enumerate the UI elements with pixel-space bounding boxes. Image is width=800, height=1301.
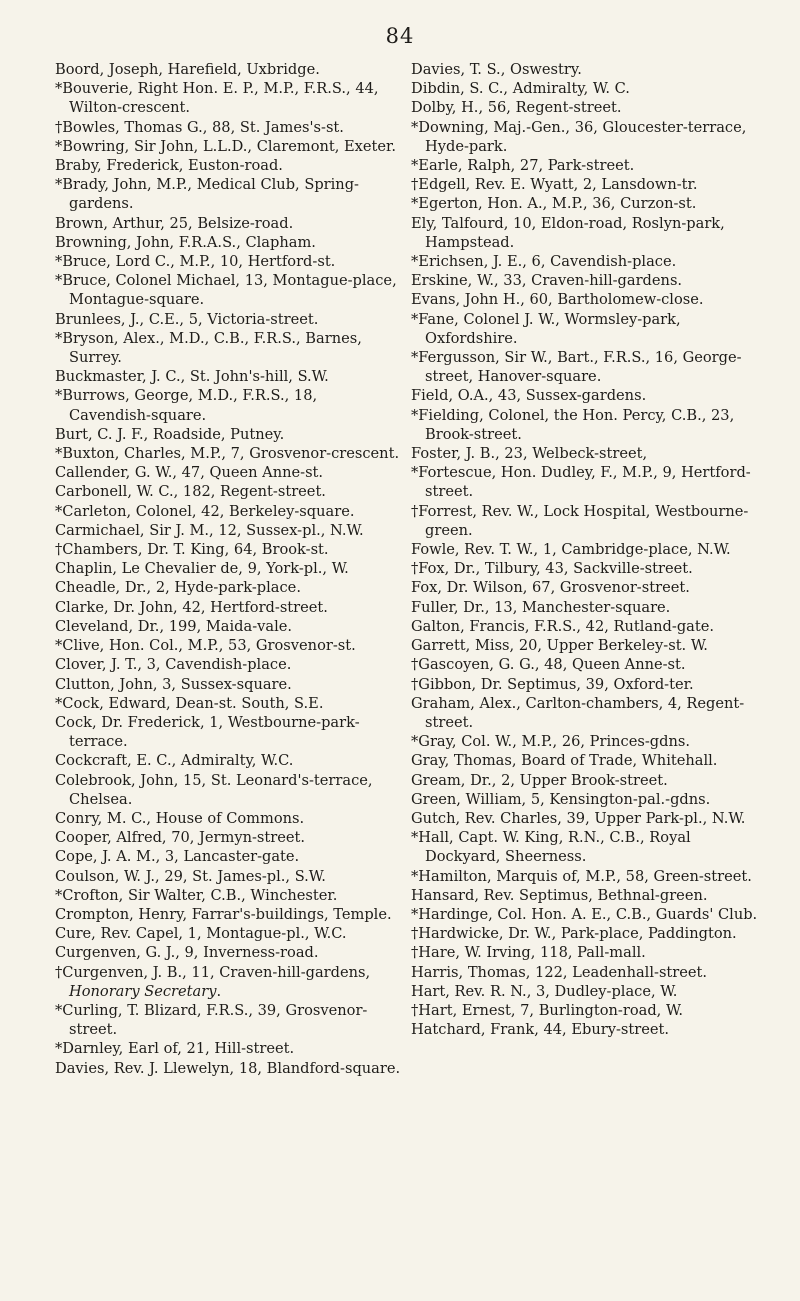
- list-entry: [55, 329, 403, 367]
- list-entry: [55, 137, 403, 156]
- list-entry: [55, 559, 403, 578]
- entry-text: *Bryson, Alex., M.D., C.B., F.R.S., Barnes, Surrey.: [55, 329, 362, 367]
- entry-text: Dibdin, S. C., Admiralty, W. C.: [411, 80, 630, 98]
- entry-text: Fowle, Rev. T. W., 1, Cambridge-place, N.W.: [411, 541, 731, 559]
- list-entry: [411, 771, 759, 790]
- list-entry: [55, 847, 403, 866]
- entry-text: †Hart, Ernest, 7, Burlington-road, W.: [411, 1001, 684, 1019]
- entry-text: Crompton, Henry, Farrar's-buildings, Temple.: [55, 905, 392, 923]
- list-entry: [55, 655, 403, 674]
- entry-text: *Bruce, Lord C., M.P., 10, Hertford-st.: [55, 253, 336, 271]
- list-entry: [55, 60, 403, 79]
- entry-text: *Hardinge, Col. Hon. A. E., C.B., Guards' Club.: [411, 905, 758, 923]
- list-entry: [55, 1059, 403, 1078]
- entry-text: *Hamilton, Marquis of, M.P., 58, Green-street.: [411, 867, 752, 885]
- list-entry: [411, 905, 759, 924]
- left-column: [55, 60, 403, 1078]
- list-entry: [411, 809, 759, 828]
- entry-text: *Bruce, Colonel Michael, 13, Montague-place, Montague-square.: [55, 272, 397, 309]
- list-entry: [55, 79, 403, 117]
- list-entry: [55, 617, 403, 636]
- entry-text: Garrett, Miss, 20, Upper Berkeley-st. W.: [411, 637, 708, 655]
- entry-text: Hart, Rev. R. N., 3, Dudley-place, W.: [411, 982, 678, 1000]
- entry-text: Cooper, Alfred, 70, Jermyn-street.: [55, 829, 306, 847]
- entry-text: Browning, John, F.R.A.S., Clapham.: [55, 233, 316, 251]
- entry-text: Callender, G. W., 47, Queen Anne-st.: [55, 464, 324, 482]
- entry-text: *Earle, Ralph, 27, Park-street.: [411, 157, 635, 175]
- list-entry: [55, 444, 403, 463]
- list-entry: [411, 559, 759, 578]
- list-entry: [411, 1001, 759, 1020]
- entry-text: Harris, Thomas, 122, Leadenhall-street.: [411, 963, 708, 981]
- list-entry: [411, 655, 759, 674]
- list-entry: [55, 1039, 403, 1058]
- list-entry: [55, 905, 403, 924]
- list-entry: [411, 156, 759, 175]
- list-entry: [55, 463, 403, 482]
- entry-text: Gutch, Rev. Charles, 39, Upper Park-pl., N.W.: [411, 809, 746, 827]
- entry-text: Clarke, Dr. John, 42, Hertford-street.: [55, 598, 328, 616]
- entry-text: Braby, Frederick, Euston-road.: [55, 157, 283, 175]
- entry-text: *Bowring, Sir John, L.L.D., Claremont, Exeter.: [55, 137, 397, 155]
- entry-text: *Fane, Colonel J. W., Wormsley-park, Oxfordshire.: [411, 310, 681, 347]
- list-entry: [411, 943, 759, 962]
- entry-text: Fox, Dr. Wilson, 67, Grosvenor-street.: [411, 579, 690, 597]
- entry-text: *Erichsen, J. E., 6, Cavendish-place.: [411, 253, 677, 271]
- list-entry: [411, 982, 759, 1001]
- list-entry: [55, 540, 403, 559]
- list-entry: [55, 425, 403, 444]
- entry-text: *Carleton, Colonel, 42, Berkeley-square.: [55, 502, 355, 520]
- entry-text: *Curling, T. Blizard, F.R.S., 39, Grosvenor-street.: [55, 1001, 368, 1039]
- list-entry: [411, 60, 759, 79]
- list-entry: [411, 214, 759, 252]
- list-entry: [55, 809, 403, 828]
- entry-text: Brown, Arthur, 25, Belsize-road.: [55, 214, 294, 232]
- entry-text: Davies, T. S., Oswestry.: [411, 61, 582, 78]
- list-entry: [411, 348, 759, 386]
- list-entry: [55, 386, 403, 424]
- list-entry: [411, 98, 759, 117]
- list-entry: [55, 156, 403, 175]
- list-entry: [411, 444, 759, 463]
- list-entry: [55, 751, 403, 770]
- list-entry: [411, 963, 759, 982]
- page-number: 84: [385, 24, 415, 48]
- entry-text: Carmichael, Sir J. M., 12, Sussex-pl., N.W.: [55, 521, 364, 539]
- list-entry: [55, 924, 403, 943]
- list-entry: [55, 1001, 403, 1039]
- entry-text: Colebrook, John, 15, St. Leonard's-terrace, Chelsea.: [55, 771, 373, 808]
- entry-text: *Cock, Edward, Dean-st. South, S.E.: [55, 694, 324, 712]
- entry-text: *Egerton, Hon. A., M.P., 36, Curzon-st.: [411, 195, 697, 213]
- list-entry: [55, 578, 403, 597]
- entry-text: †Hardwicke, Dr. W., Park-place, Paddington.: [411, 925, 737, 943]
- list-entry: [55, 675, 403, 694]
- list-entry: [411, 252, 759, 271]
- entry-text: *Burrows, George, M.D., F.R.S., 18, Cavendish-square.: [55, 387, 318, 424]
- entry-text: Cope, J. A. M., 3, Lancaster-gate.: [55, 848, 300, 866]
- entry-text: Chaplin, Le Chevalier de, 9, York-pl., W.: [55, 560, 349, 578]
- entry-text: Field, O.A., 43, Sussex-gardens.: [411, 387, 647, 405]
- entry-text: †Gibbon, Dr. Septimus, 39, Oxford-ter.: [411, 675, 694, 693]
- entry-text: *Clive, Hon. Col., M.P., 53, Grosvenor-st.: [55, 637, 356, 655]
- list-entry: [411, 790, 759, 809]
- entry-text: Gray, Thomas, Board of Trade, Whitehall.: [411, 752, 718, 770]
- list-entry: [55, 214, 403, 233]
- list-entry: [55, 310, 403, 329]
- entry-text: Curgenven, G. J., 9, Inverness-road.: [55, 944, 319, 962]
- entry-text: Fuller, Dr., 13, Manchester-square.: [411, 598, 671, 616]
- entry-text: Cleveland, Dr., 199, Maida-vale.: [55, 617, 293, 635]
- entry-text: Hansard, Rev. Septimus, Bethnal-green.: [411, 886, 708, 904]
- entry-text: *Fortescue, Hon. Dudley, F., M.P., 9, Hertford-street.: [411, 464, 751, 501]
- list-entry: [55, 482, 403, 501]
- entry-text: Evans, John H., 60, Bartholomew-close.: [411, 291, 704, 309]
- entry-text: †Forrest, Rev. W., Lock Hospital, Westbourne-green.: [411, 502, 749, 539]
- entry-text: *Fielding, Colonel, the Hon. Percy, C.B., 23, Brook-street.: [411, 406, 735, 443]
- list-entry: [55, 271, 403, 309]
- list-entry: [55, 943, 403, 962]
- entry-text: Galton, Francis, F.R.S., 42, Rutland-gate.: [411, 617, 714, 635]
- entry-text: Brunlees, J., C.E., 5, Victoria-street.: [55, 310, 319, 328]
- entry-text: Coulson, W. J., 29, St. James-pl., S.W.: [55, 867, 326, 885]
- entry-text: †Hare, W. Irving, 118, Pall-mall.: [411, 944, 646, 962]
- list-entry: [411, 617, 759, 636]
- entry-text: Boord, Joseph, Harefield, Uxbridge.: [55, 61, 320, 78]
- entry-text: *Buxton, Charles, M.P., 7, Grosvenor-crescent.: [55, 445, 400, 463]
- list-entry: [55, 233, 403, 252]
- list-entry: [411, 406, 759, 444]
- entry-text: *Crofton, Sir Walter, C.B., Winchester.: [55, 886, 338, 904]
- entry-text: Foster, J. B., 23, Welbeck-street,: [411, 445, 648, 463]
- entry-text: Green, William, 5, Kensington-pal.-gdns.: [411, 790, 711, 808]
- entry-text: *Bouverie, Right Hon. E. P., M.P., F.R.S., 44, Wilton-crescent.: [55, 80, 379, 117]
- entry-text: .: [216, 982, 222, 1000]
- list-entry: [55, 367, 403, 386]
- entry-text: Erskine, W., 33, Craven-hill-gardens.: [411, 272, 683, 290]
- list-entry: [411, 598, 759, 617]
- list-entry: [411, 867, 759, 886]
- list-entry: [411, 502, 759, 540]
- entry-text: Burt, C. J. F., Roadside, Putney.: [55, 425, 285, 443]
- list-entry: [411, 540, 759, 559]
- list-entry: [411, 886, 759, 905]
- list-entry: [411, 463, 759, 501]
- entry-text: *Gray, Col. W., M.P., 26, Princes-gdns.: [411, 733, 690, 751]
- list-entry: [411, 578, 759, 597]
- entry-text: Cock, Dr. Frederick, 1, Westbourne-park-terrace.: [55, 713, 360, 751]
- list-entry: [55, 694, 403, 713]
- list-entry: [411, 386, 759, 405]
- entry-text: †Curgenven, J. B., 11, Craven-hill-gardens,: [55, 963, 371, 981]
- list-entry: [411, 828, 759, 866]
- list-entry: [411, 924, 759, 943]
- entry-text: Cheadle, Dr., 2, Hyde-park-place.: [55, 579, 301, 597]
- list-entry: [55, 118, 403, 137]
- entry-text: *Brady, John, M.P., Medical Club, Spring-gardens.: [55, 176, 359, 213]
- entry-text: *Fergusson, Sir W., Bart., F.R.S., 16, George-street, Hanover-square.: [411, 349, 742, 386]
- list-entry: [55, 886, 403, 905]
- entry-text: †Bowles, Thomas G., 88, St. James's-st.: [55, 118, 344, 136]
- list-entry: [411, 271, 759, 290]
- entry-text: *Hall, Capt. W. King, R.N., C.B., Royal Dockyard, Sheerness.: [411, 829, 691, 866]
- entry-text: Clover, J. T., 3, Cavendish-place.: [55, 656, 292, 674]
- right-column: [411, 60, 759, 1039]
- entry-text: *Downing, Maj.-Gen., 36, Gloucester-terrace, Hyde-park.: [411, 118, 747, 155]
- entry-text: Conry, M. C., House of Commons.: [55, 809, 305, 827]
- entry-text: †Edgell, Rev. E. Wyatt, 2, Lansdown-tr.: [411, 176, 698, 194]
- entry-text: Buckmaster, J. C., St. John's-hill, S.W.: [55, 368, 329, 386]
- list-entry: [55, 521, 403, 540]
- entry-text: Cure, Rev. Capel, 1, Montague-pl., W.C.: [55, 925, 347, 943]
- list-entry: [55, 771, 403, 809]
- entry-text: Cockcraft, E. C., Admiralty, W.C.: [55, 752, 294, 770]
- entry-text: Carbonell, W. C., 182, Regent-street.: [55, 483, 326, 501]
- entry-text: Ely, Talfourd, 10, Eldon-road, Roslyn-park, Hampstead.: [411, 214, 725, 251]
- list-entry: [55, 828, 403, 847]
- list-entry: [411, 118, 759, 156]
- list-entry: [55, 502, 403, 521]
- list-entry: [411, 732, 759, 751]
- list-entry: [411, 636, 759, 655]
- list-entry: [55, 636, 403, 655]
- list-entry: [411, 310, 759, 348]
- list-entry: [411, 79, 759, 98]
- entry-text: Clutton, John, 3, Sussex-square.: [55, 675, 292, 693]
- entry-text: Dolby, H., 56, Regent-street.: [411, 99, 622, 117]
- list-entry: [411, 194, 759, 213]
- entry-italic-text: Honorary Secretary: [69, 982, 217, 1000]
- entry-text: Graham, Alex., Carlton-chambers, 4, Regent-street.: [411, 694, 745, 731]
- list-entry: [55, 175, 403, 213]
- entry-text: †Chambers, Dr. T. King, 64, Brook-st.: [55, 541, 329, 559]
- list-entry: [55, 252, 403, 271]
- list-entry: [411, 694, 759, 732]
- entry-text: †Fox, Dr., Tilbury, 43, Sackville-street.: [411, 560, 693, 578]
- list-entry: [411, 751, 759, 770]
- list-entry: [55, 713, 403, 751]
- list-entry: [411, 175, 759, 194]
- entry-text: Davies, Rev. J. Llewelyn, 18, Blandford-square.: [55, 1059, 401, 1077]
- list-entry: [55, 867, 403, 886]
- entry-text: Hatchard, Frank, 44, Ebury-street.: [411, 1021, 669, 1039]
- list-entry: [411, 1020, 759, 1039]
- list-entry: [55, 963, 403, 1001]
- entry-text: †Gascoyen, G. G., 48, Queen Anne-st.: [411, 656, 686, 674]
- list-entry: [411, 675, 759, 694]
- list-entry: [411, 290, 759, 309]
- entry-text: Gream, Dr., 2, Upper Brook-street.: [411, 771, 668, 789]
- list-entry: [55, 598, 403, 617]
- entry-text: *Darnley, Earl of, 21, Hill-street.: [55, 1040, 295, 1058]
